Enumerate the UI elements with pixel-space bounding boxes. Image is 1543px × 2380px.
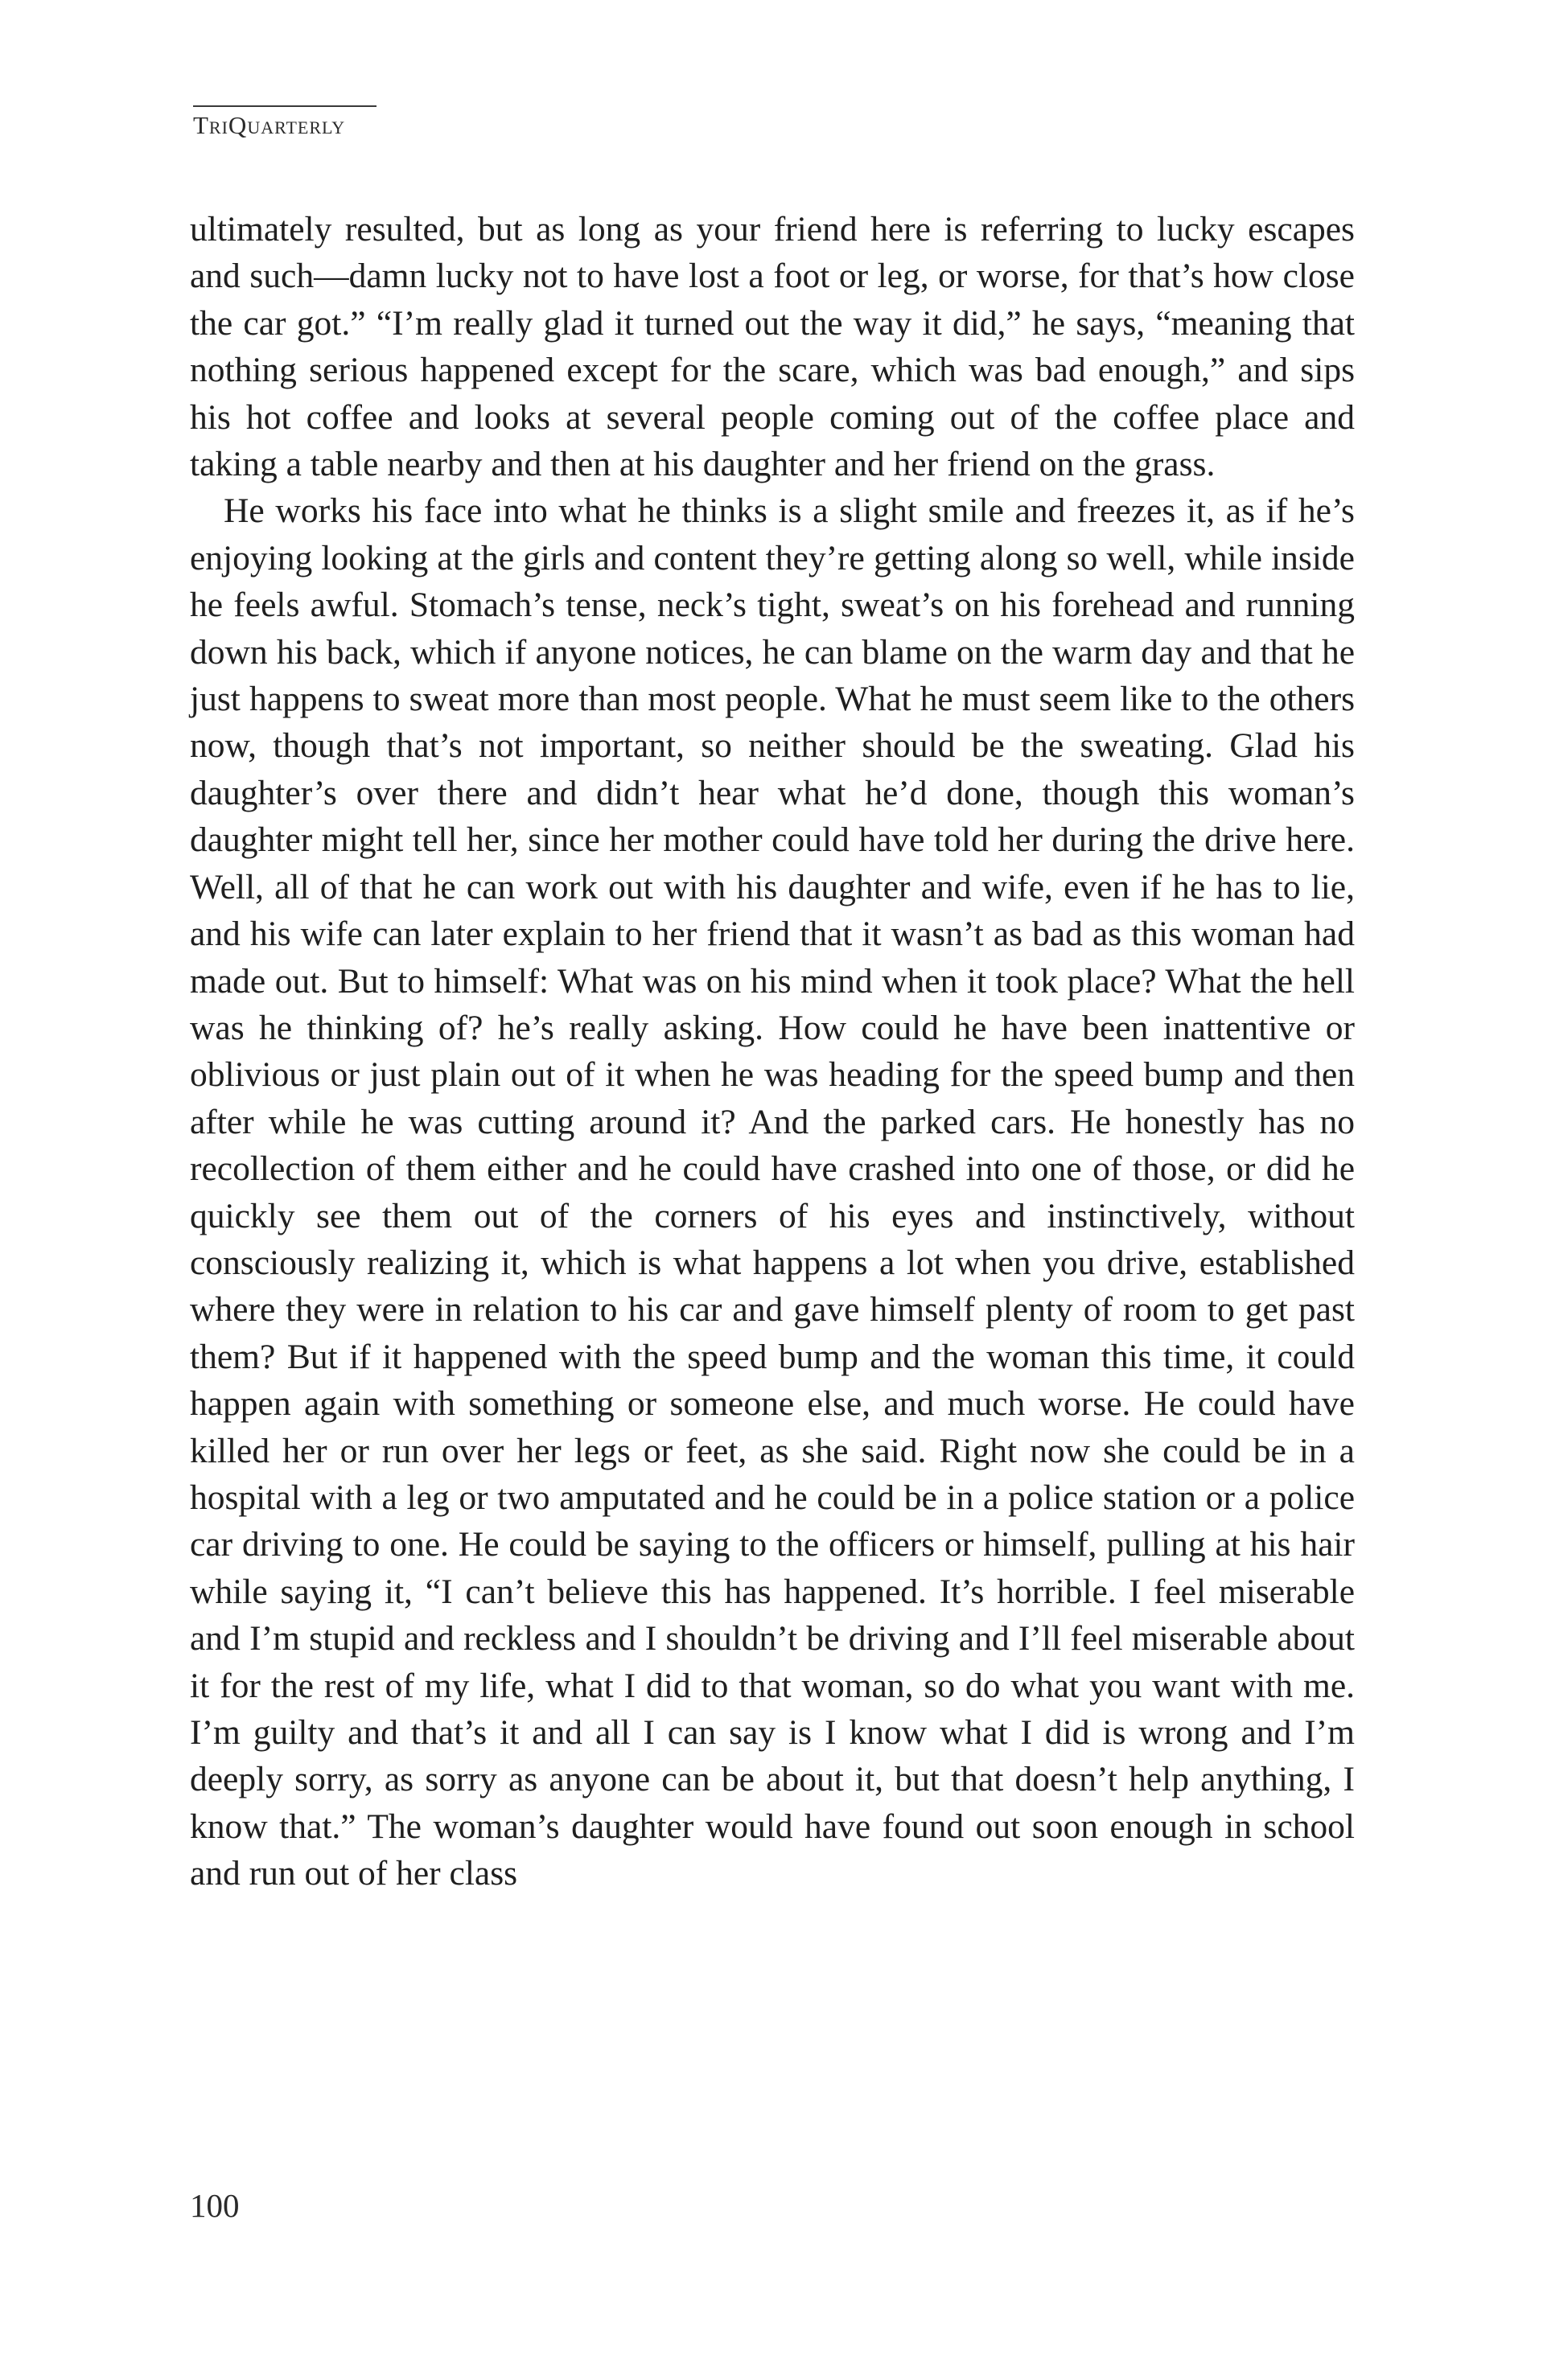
- body-text: [190, 206, 1355, 1897]
- paragraph-1: ultimately resulted, but as long as your friend here is referring to lucky escapes and such—damn lucky not to have lost a foot or leg, or worse, for that’s how close the car got.” “I’m really glad it turned out the way it did,” he says, “meaning that nothing serious happened except for the scare, which was bad enough,” and sips his hot coffee and looks at several people coming out of the coffee place and taking a table nearby and then at his daughter and her friend on the grass.: [190, 210, 1355, 484]
- page-number: 100: [190, 2187, 240, 2224]
- running-head: TriQuarterly: [193, 111, 346, 139]
- running-head-rule: [193, 105, 376, 107]
- paragraph-2: He works his face into what he thinks is a slight smile and freezes it, as if he’s enjoying looking at the girls and content they’re getting along so well, while inside he feels awful. Stomach’s tense, neck’s tight, sweat’s on his forehead and running down his back, which if anyone notices, he can blame on the warm day and that he just happens to sweat more than most people. What he must seem like to the others now, though that’s not important, so neither should be the sweating. Glad his daughter’s over there and didn’t hear what he’d done, though this woman’s daughter might tell her, since her mother could have told her during the drive here. Well, all of that he can work out with his daughter and wife, even if he has to lie, and his wife can later explain to her friend that it wasn’t as bad as this woman had made out. But to himself: What was on his mind when it took place? What the hell was he thinking of? he’s really asking. How could he have been inattentive or oblivious or just plain out of it when he was heading for the speed bump and then after while he was cutting around it? And the parked cars. He honestly has no recollection of them either and he could have crashed into one of those, or did he quickly see them out of the corners of his eyes and instinctively, without consciously realizing it, which is what happens a lot when you drive, established where they were in relation to his car and gave himself plenty of room to get past them? But if it happened with the speed bump and the woman this time, it could happen again with something or someone else, and much worse. He could have killed her or run over her legs or feet, as she said. Right now she could be in a hospital with a leg or two amputated and he could be in a police station or a police car driving to one. He could be saying to the officers or himself, pulling at his hair while saying it, “I can’t believe this has happened. It’s horrible. I feel miserable and I’m stupid and reckless and I shouldn’t be driving and I’ll feel miserable about it for the rest of my life, what I did to that woman, so do what you want with me. I’m guilty and that’s it and all I can say is I know what I did is wrong and I’m deeply sorry, as sorry as anyone can be about it, but that doesn’t help anything, I know that.” The woman’s daughter would have found out soon enough in school and run out of her class: [190, 491, 1355, 1893]
